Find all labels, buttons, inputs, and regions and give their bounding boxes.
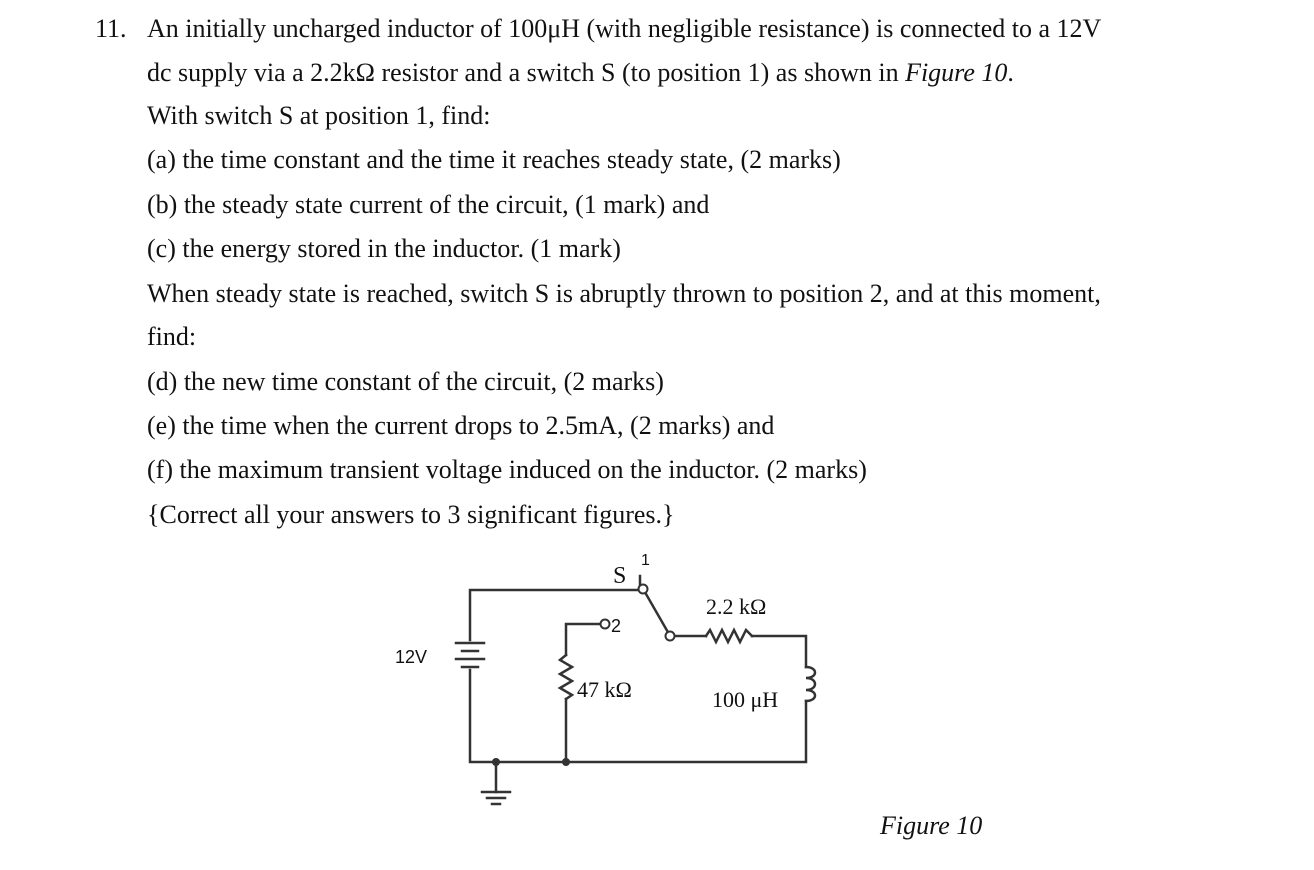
resistor-2k2-zigzag [706, 630, 752, 642]
figure-reference-period: . [1007, 58, 1014, 87]
figure-caption: Figure 10 [880, 811, 983, 840]
wire-pos2 [566, 624, 601, 655]
junction-dot-47k [562, 758, 570, 766]
question-line-7: When steady state is reached, switch S is abruptly thrown to position 2, and at this moment, [147, 279, 1101, 308]
junction-dot-ground [492, 758, 500, 766]
question-number: 11. [95, 14, 127, 43]
part-f: (f) the maximum transient voltage induced on the inductor. (2 marks) [147, 455, 867, 484]
switch-blade [646, 594, 669, 634]
resistor-47k-label: 47 kΩ [577, 677, 632, 702]
switch-terminal-1 [639, 585, 648, 594]
switch-pivot [666, 632, 675, 641]
switch-label: S [613, 563, 627, 589]
inductor-label: 100 μH [712, 687, 779, 712]
part-c: (c) the energy stored in the inductor. (1 mark) [147, 234, 621, 263]
question-line-3: With switch S at position 1, find: [147, 101, 491, 130]
question-line-2-text: dc supply via a 2.2kΩ resistor and a switch S (to position 1) as shown in [147, 58, 906, 87]
switch-terminal-2 [601, 620, 610, 629]
figure-reference: Figure 10 [905, 58, 1008, 87]
part-d: (d) the new time constant of the circuit, (2 marks) [147, 367, 664, 396]
part-a: (a) the time constant and the time it reaches steady state, (2 marks) [147, 145, 841, 174]
resistor-47k-zigzag [560, 655, 572, 699]
switch-pos1-label: 1 [641, 552, 650, 569]
inductor-coils [806, 667, 815, 701]
wire-right-top [752, 636, 806, 667]
part-e: (e) the time when the current drops to 2.5mA, (2 marks) and [147, 411, 775, 440]
question-line-1: An initially uncharged inductor of 100μH (with negligible resistance) is connected to a 12V [147, 14, 1102, 43]
part-b: (b) the steady state current of the circuit, (1 mark) and [147, 190, 710, 219]
instruction-sig-figs: {Correct all your answers to 3 significant figures.} [147, 500, 675, 529]
switch-pos2-label: 2 [611, 616, 622, 636]
resistor-2k2-label: 2.2 kΩ [706, 594, 767, 619]
wire-left-bottom [470, 670, 806, 762]
question-line-8: find: [147, 322, 197, 351]
source-label: 12V [395, 647, 428, 667]
